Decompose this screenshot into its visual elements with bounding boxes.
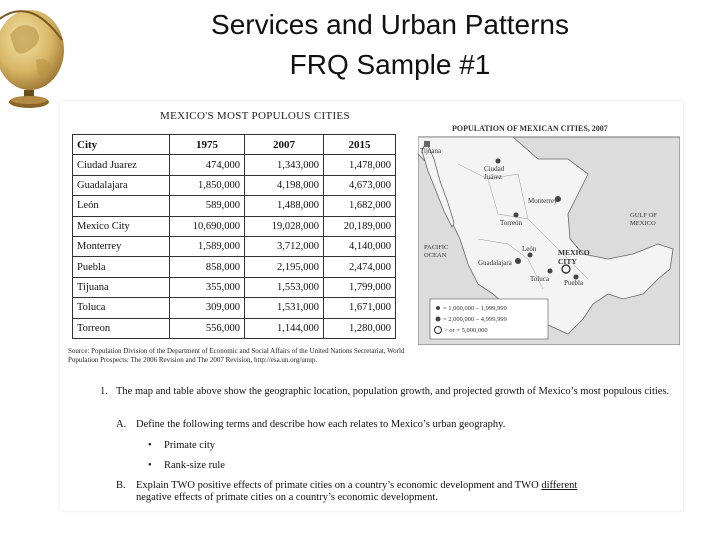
part-b-text-1: Explain TWO positive effects of primate cities on a country’s economic development and TWO [136, 480, 539, 491]
city-cell: Tijuana [73, 277, 170, 297]
part-b-underlined: different [541, 480, 578, 491]
map-label-guadalajara: Guadalajara [478, 259, 512, 267]
header-2007: 2007 [245, 135, 324, 155]
table-row [73, 298, 396, 318]
map-label-mexico-city: MEXICO [558, 248, 590, 257]
value-cell: 4,140,000 [324, 236, 396, 256]
value-cell: 19,028,000 [245, 216, 324, 236]
part-b-text-2: negative effects of primate cities on a country’s economic development. [136, 492, 438, 503]
value-cell: 20,189,000 [324, 216, 396, 236]
value-cell: 1,553,000 [245, 277, 324, 297]
value-cell: 1,488,000 [245, 196, 324, 216]
question-1-text: The map and table above show the geographic location, population growth, and projected growth of Mexico’s most populous cities. [116, 386, 670, 397]
bullet-icon: • [148, 440, 152, 451]
value-cell: 4,673,000 [324, 175, 396, 195]
city-marker [496, 159, 501, 164]
population-table [72, 134, 396, 339]
table-title: MEXICO'S MOST POPULOUS CITIES [160, 110, 350, 122]
map-label-pacific: PACIFIC [424, 244, 449, 251]
map-label-tijuana: Tijuana [420, 147, 442, 155]
bullet-primate-city: Primate city [164, 440, 216, 451]
city-cell: Monterrey [73, 236, 170, 256]
value-cell: 1,850,000 [170, 175, 245, 195]
value-cell: 556,000 [170, 318, 245, 338]
city-marker [515, 258, 521, 264]
part-a-text: Define the following terms and describe how each relates to Mexico’s urban geography. [136, 419, 506, 430]
city-cell: Mexico City [73, 216, 170, 236]
city-cell: Puebla [73, 257, 170, 277]
value-cell: 309,000 [170, 298, 245, 318]
value-cell: 3,712,000 [245, 236, 324, 256]
city-marker [514, 213, 519, 218]
value-cell: 355,000 [170, 277, 245, 297]
map-label-gulf: GULF OF [630, 212, 657, 219]
bullet-icon: • [148, 460, 152, 471]
value-cell: 1,671,000 [324, 298, 396, 318]
value-cell: 1,144,000 [245, 318, 324, 338]
map-label-monterrey: Monterrey [528, 197, 558, 205]
table-header-row [73, 135, 396, 155]
value-cell: 858,000 [170, 257, 245, 277]
city-cell: Guadalajara [73, 175, 170, 195]
map-label-gulf: MEXICO [630, 220, 656, 227]
header-1975: 1975 [170, 135, 245, 155]
part-a-label: A. [116, 419, 127, 430]
part-b-label: B. [116, 480, 126, 491]
value-cell: 4,198,000 [245, 175, 324, 195]
map-label-pacific: OCEAN [424, 252, 447, 259]
map-label-juarez: Juárez [484, 173, 502, 181]
city-marker [528, 253, 533, 258]
city-cell: Ciudad Juarez [73, 155, 170, 175]
map-label-leon: León [522, 245, 537, 253]
table-row [73, 318, 396, 338]
value-cell: 589,000 [170, 196, 245, 216]
legend-item: = 2,000,000 – 4,999,999 [443, 316, 507, 323]
value-cell: 474,000 [170, 155, 245, 175]
map-title: POPULATION OF MEXICAN CITIES, 2007 [452, 124, 608, 133]
value-cell: 1,682,000 [324, 196, 396, 216]
value-cell: 1,343,000 [245, 155, 324, 175]
globe-icon [0, 0, 66, 112]
map-label-toluca: Toluca [530, 275, 549, 283]
table-source-note: Source: Population Division of the Department of Economic and Social Affairs of the United Nations Secretariat, World Population Prospects: The 2006 Revision and The 2007 Revision, http://esa.un.org/unup. [68, 347, 405, 364]
table-row [73, 175, 396, 195]
value-cell: 2,195,000 [245, 257, 324, 277]
map-label-puebla: Puebla [564, 279, 584, 287]
city-marker [548, 269, 553, 274]
city-cell: Torreon [73, 318, 170, 338]
worksheet-image [60, 101, 683, 511]
table-row [73, 236, 396, 256]
city-cell: León [73, 196, 170, 216]
slide-subtitle: FRQ Sample #1 [289, 49, 491, 80]
value-cell: 1,478,000 [324, 155, 396, 175]
header-city: City [73, 135, 170, 155]
table-row [73, 257, 396, 277]
value-cell: 2,474,000 [324, 257, 396, 277]
map-label-torreon: Torreón [500, 219, 523, 227]
legend-item: > or = 5,000,000 [444, 327, 488, 334]
table-row [73, 196, 396, 216]
part-b-text [136, 480, 681, 504]
city-cell: Toluca [73, 298, 170, 318]
value-cell: 10,690,000 [170, 216, 245, 236]
map-label-mexico-city: CITY [558, 257, 577, 266]
mexico-population-map [418, 119, 680, 345]
table-row [73, 277, 396, 297]
bullet-rank-size: Rank-size rule [164, 460, 225, 471]
value-cell: 1,589,000 [170, 236, 245, 256]
slide-title: Services and Urban Patterns [211, 9, 569, 40]
table-row [73, 216, 396, 236]
table-row [73, 155, 396, 175]
legend-item: = 1,000,000 – 1,999,999 [443, 305, 507, 312]
map-label-juarez: Ciudad [484, 165, 505, 173]
value-cell: 1,531,000 [245, 298, 324, 318]
header-2015: 2015 [324, 135, 396, 155]
value-cell: 1,280,000 [324, 318, 396, 338]
question-number: 1. [100, 386, 108, 397]
value-cell: 1,799,000 [324, 277, 396, 297]
